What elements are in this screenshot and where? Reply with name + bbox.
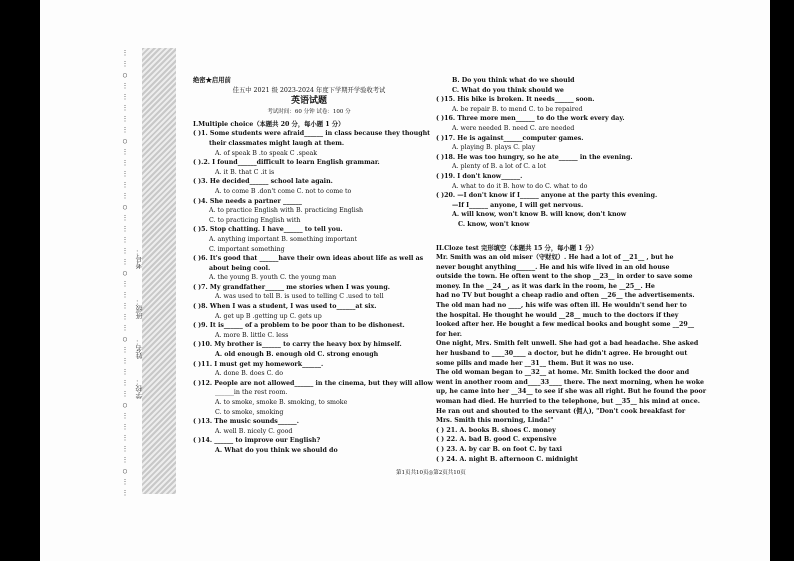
exam-name: 佳五中 2021 级 2023-2024 年度下学期开学验收考试 — [232, 86, 386, 94]
question-3: ( )3. He decided______ school late again. A. to come B .don't come C. not to come to — [193, 178, 352, 195]
scan-border-right — [770, 0, 794, 561]
question-19: ( )19. I don't know______. A. what to do it B. how to do C. what to do — [436, 172, 588, 190]
question-18: ( )18. He was too hungry, so he ate______ in the evening. A. plenty of B. a lot of C. a lot — [436, 153, 633, 171]
question-21: ( ) 21. A. books B. shoes C. money — [436, 426, 556, 434]
question-24: ( ) 24. A. night B. afternoon C. midnight — [436, 455, 578, 463]
question-23: ( ) 23. A. by car B. on foot C. by taxi — [436, 445, 562, 453]
section-heading: I.Multiple choice（本题共 20 分，每小题 1 分） — [193, 120, 345, 128]
question-20: ( )20. —I don't know if I______ anyone at the party this evening. —If I______ anyone, I will get nervous. A. will know, won't know B. will know, don't know C. know, won't know — [436, 192, 658, 228]
seal-dotted-line: ⋮ ⋮ ○ ⋮ ⋮ ⋮ ⋮ ⋮ ○ ⋮ ⋮ ⋮ ⋮ ⋮ ○ ⋮ ⋮ ⋮ ⋮ ⋮ ○ ⋮ ⋮ ⋮ ⋮ ⋮ ○ ⋮ ⋮ ⋮ ⋮ ⋮ ○ ⋮ ⋮ ⋮ ⋮ ⋮ ○ ⋮ ⋮ — [121, 49, 129, 497]
seal-label-number: 考号： — [135, 248, 143, 269]
page-title: 英语试题 — [290, 96, 327, 107]
question-22: ( ) 22. A. bad B. good C. expensive — [436, 436, 557, 444]
seal-label-name: 姓名： — [135, 338, 143, 359]
scan-border-left — [0, 0, 40, 561]
question-12: ( )12. People are not allowed______ in the cinema, but they will allow ______in the rest room. A. to smoke, smoke B. smoking, to smoke C. to smoke, smoking — [193, 379, 434, 416]
binding-seal-strip — [106, 48, 182, 497]
question-1: ( )1. Some students were afraid______ in class because they thought their classmates might laugh at them. A. of speak B .to speak C .speak — [193, 130, 431, 157]
page-footer: 第1页共10页◎第2页共10页 — [396, 470, 466, 476]
question-2: ( ).2. I found______difficult to learn English grammar. A. it B. that C .it is — [193, 159, 380, 176]
column-left — [193, 76, 434, 456]
column-right — [436, 76, 707, 464]
question-5: ( )5. Stop chatting. I have______ to tell you. A. anything important B. something important C. important something — [193, 226, 358, 253]
question-15: ( )15. His bike is broken. It needs______ soon. A. be repair B. to mend C. to be repaired — [436, 96, 595, 113]
seal-label-class: 班级： — [135, 298, 143, 319]
question-7: ( )7. My grandfather______ me stories when I was young. A. was used to tell B. is used to telling C .used to tell — [193, 283, 390, 301]
question-11: ( )11. I must get my homework______. A. done B. does C. do — [193, 360, 324, 378]
question-14: ( )14. ______ to improve our English? A. What do you think we should do — [193, 437, 338, 454]
question-10: ( )10. My brother is______ to carry the heavy box by himself. A. old enough B. enough old C. strong enough — [193, 341, 402, 359]
question-13: ( )13. The music sounds______. A. well B. nicely C. good — [193, 418, 299, 435]
question-9: ( )9. It is______ of a problem to be poor than to be dishonest. A. more B. little C. less — [193, 322, 405, 339]
section-heading-cloze: II.Cloze test 完形填空（本题共 15 分，每小题 1 分） — [436, 244, 598, 252]
question-4: ( )4. She needs a partner ______ A. to practice English with B. practicing English C. to practicing English with — [193, 197, 364, 224]
exam-meta: 考试时间：60 分钟 试卷：100 分 — [267, 109, 351, 116]
question-17: ( )17. He is against______computer games. A. playing B. plays C. play — [436, 134, 584, 152]
question-6: ( )6. It's good that ______have their own ideas about life as well as about being cool. A. the young B. youth C. the young man — [193, 255, 424, 282]
question-8: ( )8. When I was a student, I was used to______at six. A. get up B .getting up C. gets up — [193, 303, 377, 320]
cloze-passage: Mr. Smith was an old miser（守财奴）. He had a lot of __21__ , but he never bought anything______. He and his wife lived in an old house outside the town. He often went to the shop __23__ in order to save some money. In the __24__, as it was dark in the room, he __25__. He had no TV but bought a cheap radio and often __26__ the advertisements. The old man had no ____, his wife was often ill. He wouldn't send her to the hospital. He thought he would __28__ much to the doctors if they looked after her. He bought a few medical books and bought some __29__ for her. One night, Mrs. Smith felt unwell. She had got a bad headache. She asked her husband to ____30____ a doctor, but he didn't agree. He brought out some pills and made her __31__ them. But it was no use. The old woman began to __32__ at home. Mr. Smith locked the door and went in another room and____33____ there. The next morning, when he woke up, he came into her __34__ to see if she was all right. But he found the poor woman had died. He hurried to the telephone, but __35__ his mind at once. He ran out and shouted to the servant (佣人), "Don't cook breakfast for Mrs. Smith this morning, Linda!" — [436, 254, 707, 425]
secret-mark: 绝密★启用前 — [193, 77, 231, 84]
seal-label-school: 学校： — [135, 378, 143, 399]
question-16: ( )16. Three more men______ to do the work every day. A. were needed B. need C. are needed — [436, 115, 625, 132]
question-14-cont: B. Do you think what do we should C. What do you think should we — [452, 77, 575, 94]
seal-hatched-stripe — [142, 48, 176, 494]
